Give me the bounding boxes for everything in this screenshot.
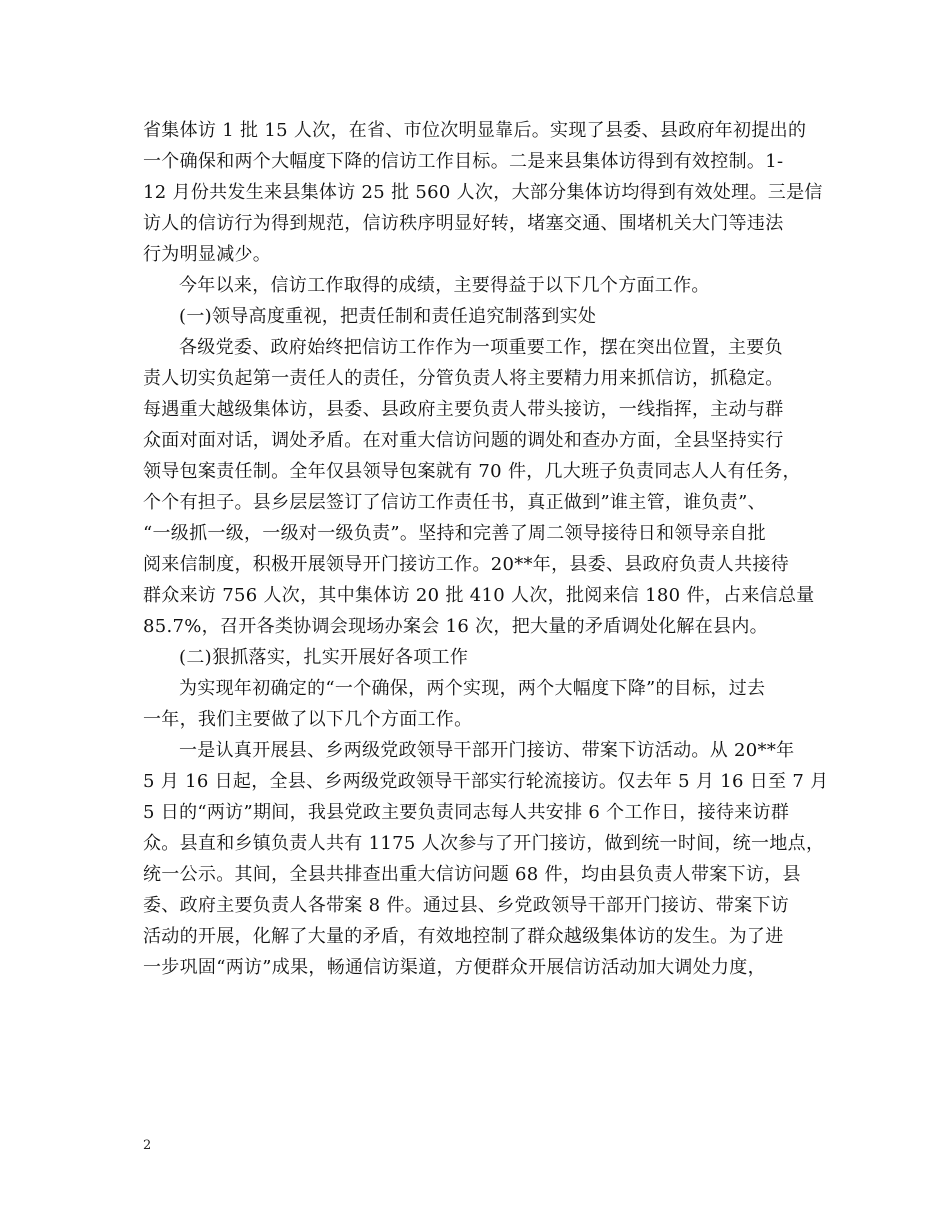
body-text bbox=[143, 115, 829, 983]
text-line: 统一公示。其间，全县共排查出重大信访问题 68 件，均由县负责人带案下访，县 bbox=[143, 864, 801, 885]
text-line: 阅来信制度，积极开展领导开门接访工作。20**年，县委、县政府负责人共接待 bbox=[143, 554, 790, 575]
text-line: 一是认真开展县、乡两级党政领导干部开门接访、带案下访活动。从 20**年 bbox=[179, 740, 795, 761]
text-line: (一)领导高度重视，把责任制和责任追究制落到实处 bbox=[179, 306, 597, 327]
text-line: 一年，我们主要做了以下几个方面工作。 bbox=[143, 709, 473, 730]
text-line: 5 月 16 日起，全县、乡两级党政领导干部实行轮流接访。仅去年 5 月 16 日至 7 月 bbox=[143, 771, 829, 792]
text-line: 每遇重大越级集体访，县委、县政府主要负责人带头接访，一线指挥，主动与群 bbox=[143, 399, 784, 420]
text-line: 省集体访 1 批 15 人次，在省、市位次明显靠后。实现了县委、县政府年初提出的 bbox=[143, 120, 807, 141]
text-line: 一步巩固“两访”成果，畅通信访渠道，方便群众开展信访活动加大调处力度， bbox=[143, 957, 766, 978]
text-line: 委、政府主要负责人各带案 8 件。通过县、乡党政领导干部开门接访、带案下访 bbox=[143, 895, 789, 916]
text-line: 行为明显减少。 bbox=[143, 244, 272, 265]
text-line: “一级抓一级，一级对一级负责”。坚持和完善了周二领导接待日和领导亲自批 bbox=[143, 523, 766, 544]
text-line: 一个确保和两个大幅度下降的信访工作目标。二是来县集体访得到有效控制。1- bbox=[143, 151, 784, 172]
text-line: (二)狠抓落实，扎实开展好各项工作 bbox=[179, 647, 469, 668]
text-line: 今年以来，信访工作取得的成绩，主要得益于以下几个方面工作。 bbox=[179, 275, 710, 296]
text-line: 责人切实负起第一责任人的责任，分管负责人将主要精力用来抓信访，抓稳定。 bbox=[143, 368, 784, 389]
text-line: 85.7%，召开各类协调会现场办案会 16 次，把大量的矛盾调处化解在县内。 bbox=[143, 616, 768, 637]
text-line: 为实现年初确定的“一个确保，两个实现，两个大幅度下降”的目标，过去 bbox=[179, 678, 766, 699]
text-line: 访人的信访行为得到规范，信访秩序明显好转，堵塞交通、围堵机关大门等违法 bbox=[143, 213, 784, 234]
text-line: 活动的开展，化解了大量的矛盾，有效地控制了群众越级集体访的发生。为了进 bbox=[143, 926, 784, 947]
text-line: 12 月份共发生来县集体访 25 批 560 人次，大部分集体访均得到有效处理。三是信 bbox=[143, 182, 823, 203]
text-line: 众。县直和乡镇负责人共有 1175 人次参与了开门接访，做到统一时间，统一地点， bbox=[143, 833, 825, 854]
text-line: 群众来访 756 人次，其中集体访 20 批 410 人次，批阅来信 180 件，占来信总量 bbox=[143, 585, 815, 606]
text-line: 5 日的“两访”期间，我县党政主要负责同志每人共安排 6 个工作日，接待来访群 bbox=[143, 802, 790, 823]
text-line: 各级党委、政府始终把信访工作作为一项重要工作，摆在突出位置，主要负 bbox=[179, 337, 783, 358]
page-number: 2 bbox=[143, 1138, 152, 1153]
text-line: 众面对面对话，调处矛盾。在对重大信访问题的调处和查办方面，全县坚持实行 bbox=[143, 430, 784, 451]
text-line: 领导包案责任制。全年仅县领导包案就有 70 件，几大班子负责同志人人有任务， bbox=[143, 461, 801, 482]
text-line: 个个有担子。县乡层层签订了信访工作责任书，真正做到”谁主管，谁负责”、 bbox=[143, 492, 766, 513]
